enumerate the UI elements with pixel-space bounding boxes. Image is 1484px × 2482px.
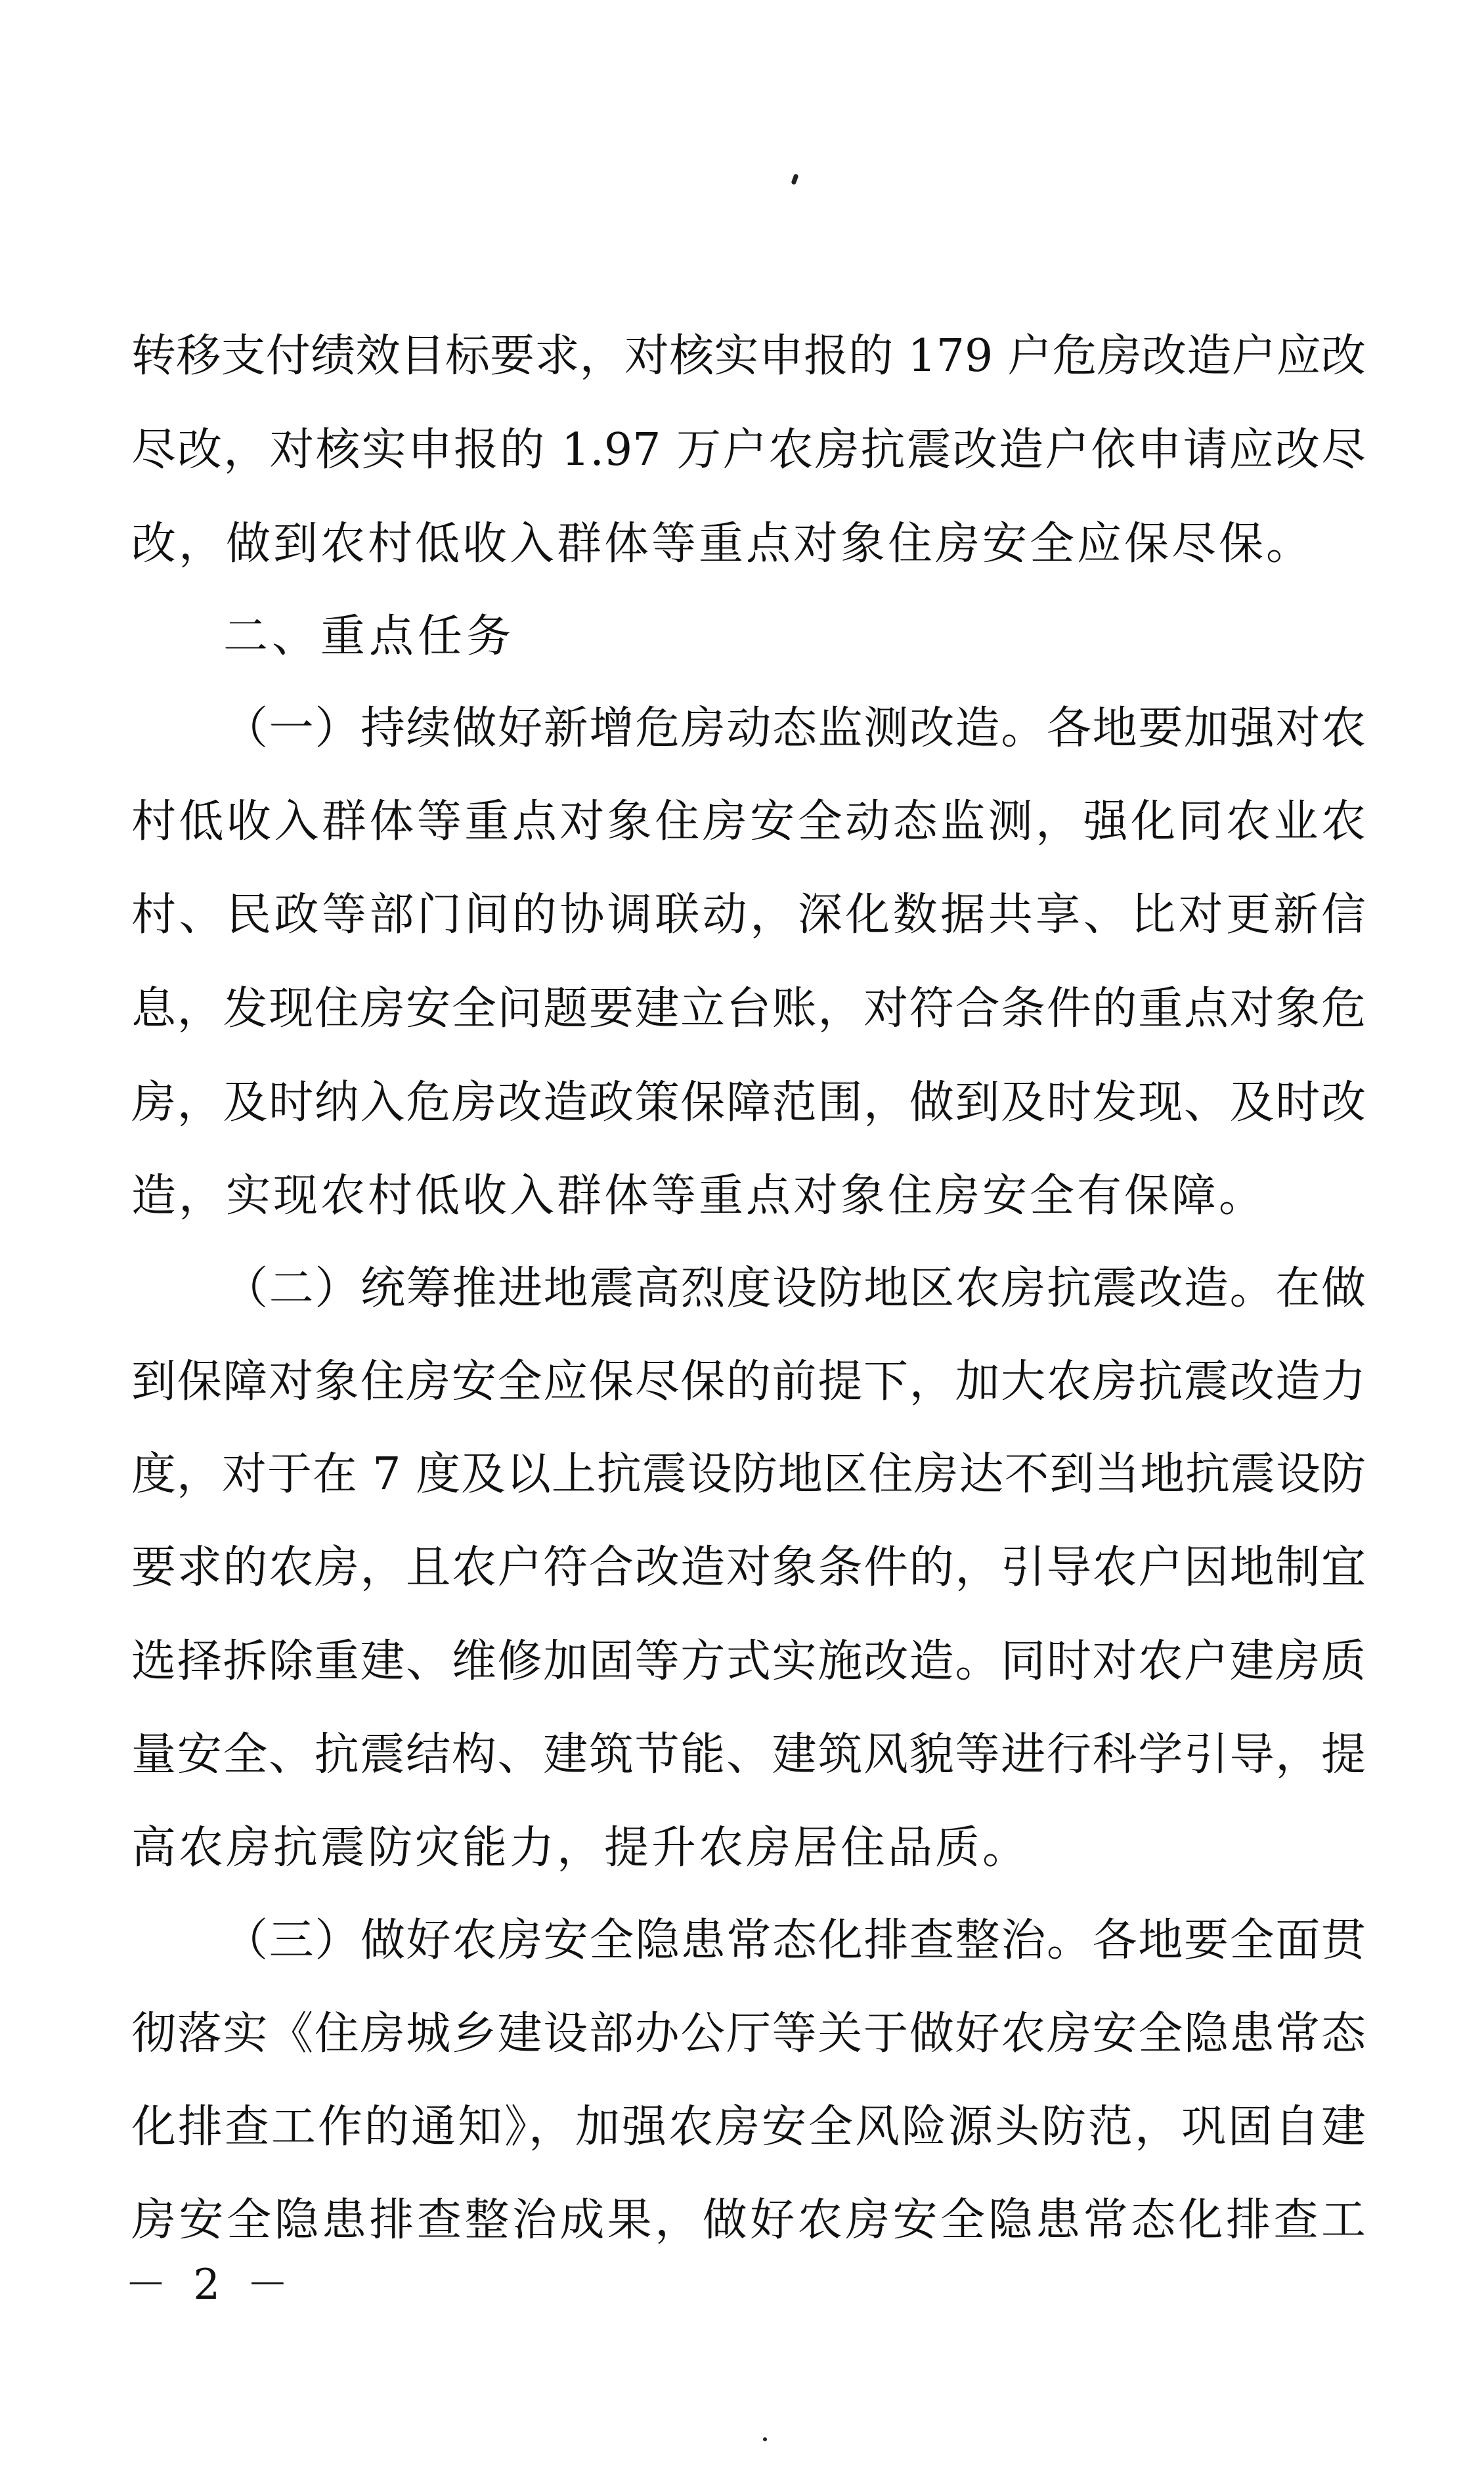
paragraph-intro-line: 改，做到农村低收入群体等重点对象住房安全应保尽保。 <box>131 518 1314 570</box>
task-1-line: 村、民政等部门间的协调联动，深化数据共享、比对更新信 <box>131 889 1366 941</box>
section-heading: 二、重点任务 <box>223 611 515 663</box>
task-2-line: （二）统筹推进地震高烈度设防地区农房抗震改造。在做 <box>223 1263 1366 1315</box>
page-number: － 2 － <box>125 2261 295 2309</box>
task-2-line: 高农房抗震防灾能力，提升农房居住品质。 <box>131 1822 1030 1874</box>
task-1-line: 造，实现农村低收入群体等重点对象住房安全有保障。 <box>131 1170 1267 1222</box>
task-3-line: 化排查工作的通知》，加强农房安全风险源头防范，巩固自建 <box>131 2101 1366 2153</box>
scan-speck <box>791 173 798 185</box>
task-1-line: （一）持续做好新增危房动态监测改造。各地要加强对农 <box>223 703 1366 754</box>
task-1-line: 息，发现住房安全问题要建立台账，对符合条件的重点对象危 <box>131 983 1366 1035</box>
task-2-line: 到保障对象住房安全应保尽保的前提下，加大农房抗震改造力 <box>131 1356 1366 1408</box>
task-2-line: 选择拆除重建、维修加固等方式实施改造。同时对农户建房质 <box>131 1636 1366 1687</box>
paragraph-intro-line: 尽改，对核实申报的 1.97 万户农房抗震改造户依申请应改尽 <box>131 424 1366 476</box>
task-1-line: 房，及时纳入危房改造政策保障范围，做到及时发现、及时改 <box>131 1077 1366 1129</box>
task-1-line: 村低收入群体等重点对象住房安全动态监测，强化同农业农 <box>131 796 1366 848</box>
task-3-line: 房安全隐患排查整治成果，做好农房安全隐患常态化排查工 <box>131 2194 1366 2246</box>
paragraph-intro-line: 转移支付绩效目标要求，对核实申报的 179 户危房改造户应改 <box>131 330 1366 382</box>
task-2-line: 量安全、抗震结构、建筑节能、建筑风貌等进行科学引导，提 <box>131 1729 1366 1781</box>
scan-speck <box>763 2437 767 2441</box>
task-2-line: 要求的农房，且农户符合改造对象条件的，引导农户因地制宜 <box>131 1542 1366 1594</box>
task-3-line: 彻落实《住房城乡建设部办公厅等关于做好农房安全隐患常态 <box>131 2008 1366 2060</box>
task-2-line: 度，对于在 7 度及以上抗震设防地区住房达不到当地抗震设防 <box>131 1448 1366 1500</box>
task-3-line: （三）做好农房安全隐患常态化排查整治。各地要全面贯 <box>223 1915 1366 1967</box>
